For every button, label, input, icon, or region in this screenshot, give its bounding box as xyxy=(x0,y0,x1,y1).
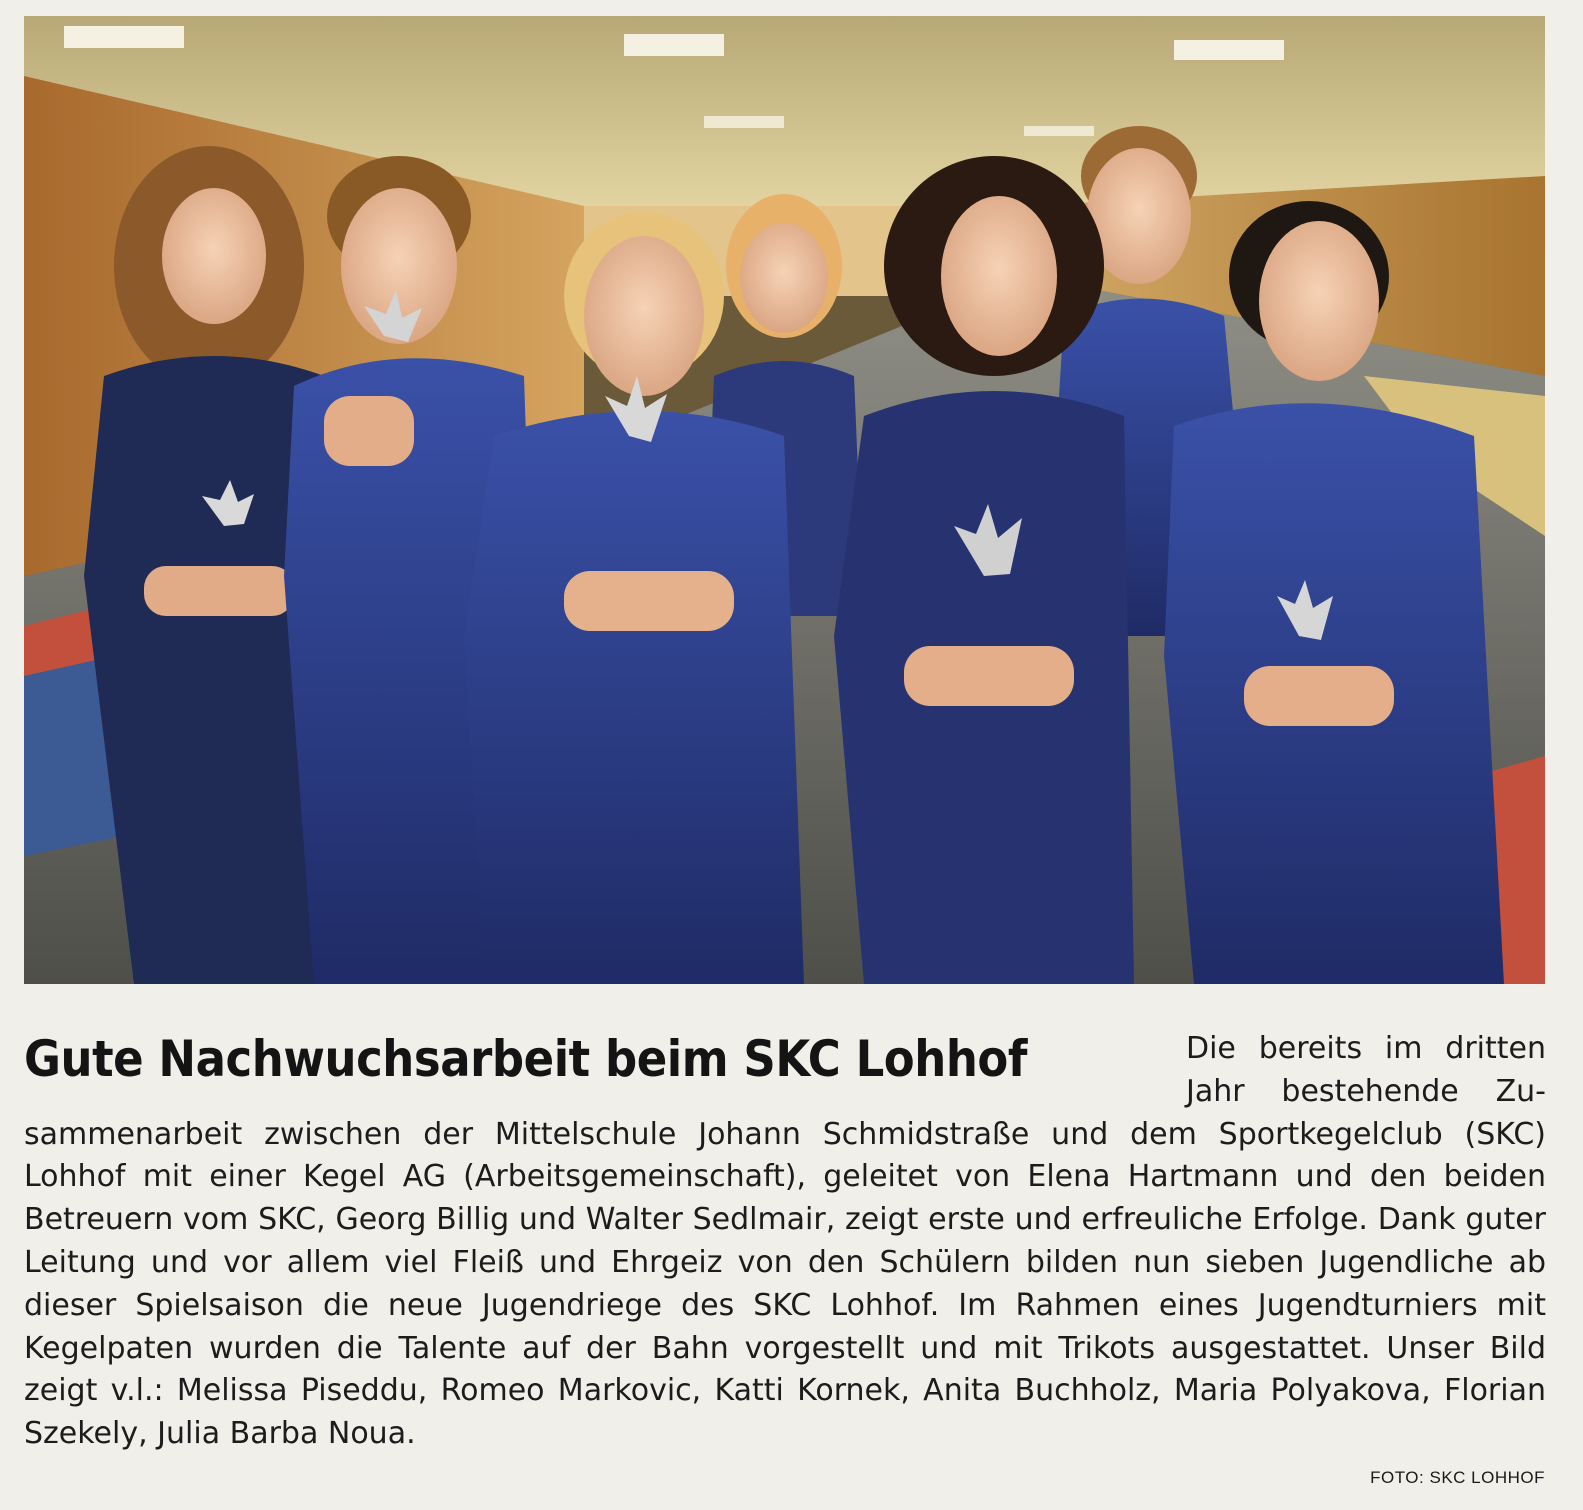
headline: Gute Nachwuchsarbeit beim SKC Lohhof xyxy=(24,1030,1028,1088)
bowling-alley-group-photo xyxy=(24,16,1545,984)
article-body: Die bereits im dritten Jahr bestehende Zusammenarbeit zwischen der Mittelschule Johann Schmidstraße und dem Sportkegelclub (SKC) Lohhof mit einer Kegel AG (Arbeitsgemeinschaft), geleitet von Elena Hartmann und den beiden Betreuern vom SKC, Georg Billig und Walter Sedlmair, zeigt erste und erfreuliche Erfolge. Dank guter Leitung und vor allem viel Fleiß und Ehrgeiz von den Schülern bilden nun sieben Jugendliche ab dieser Spielsaison die neue Jugendriege des SKC Lohhof. Im Rahmen eines Jugendturniers mit Kegelpaten wurden die Talente auf der Bahn vorgestellt und mit Trikots ausgestattet. Unser Bild zeigt v.l.: Melissa Piseddu, Romeo Markovic, Katti Kornek, Anita Buchholz, Maria Polyakova, Florian Szekely, Julia Barba Noua. xyxy=(24,1031,1546,1452)
team-photo xyxy=(24,16,1545,984)
article xyxy=(24,1028,1546,1456)
photo-credit: FOTO: SKC LOHHOF xyxy=(1370,1468,1545,1487)
